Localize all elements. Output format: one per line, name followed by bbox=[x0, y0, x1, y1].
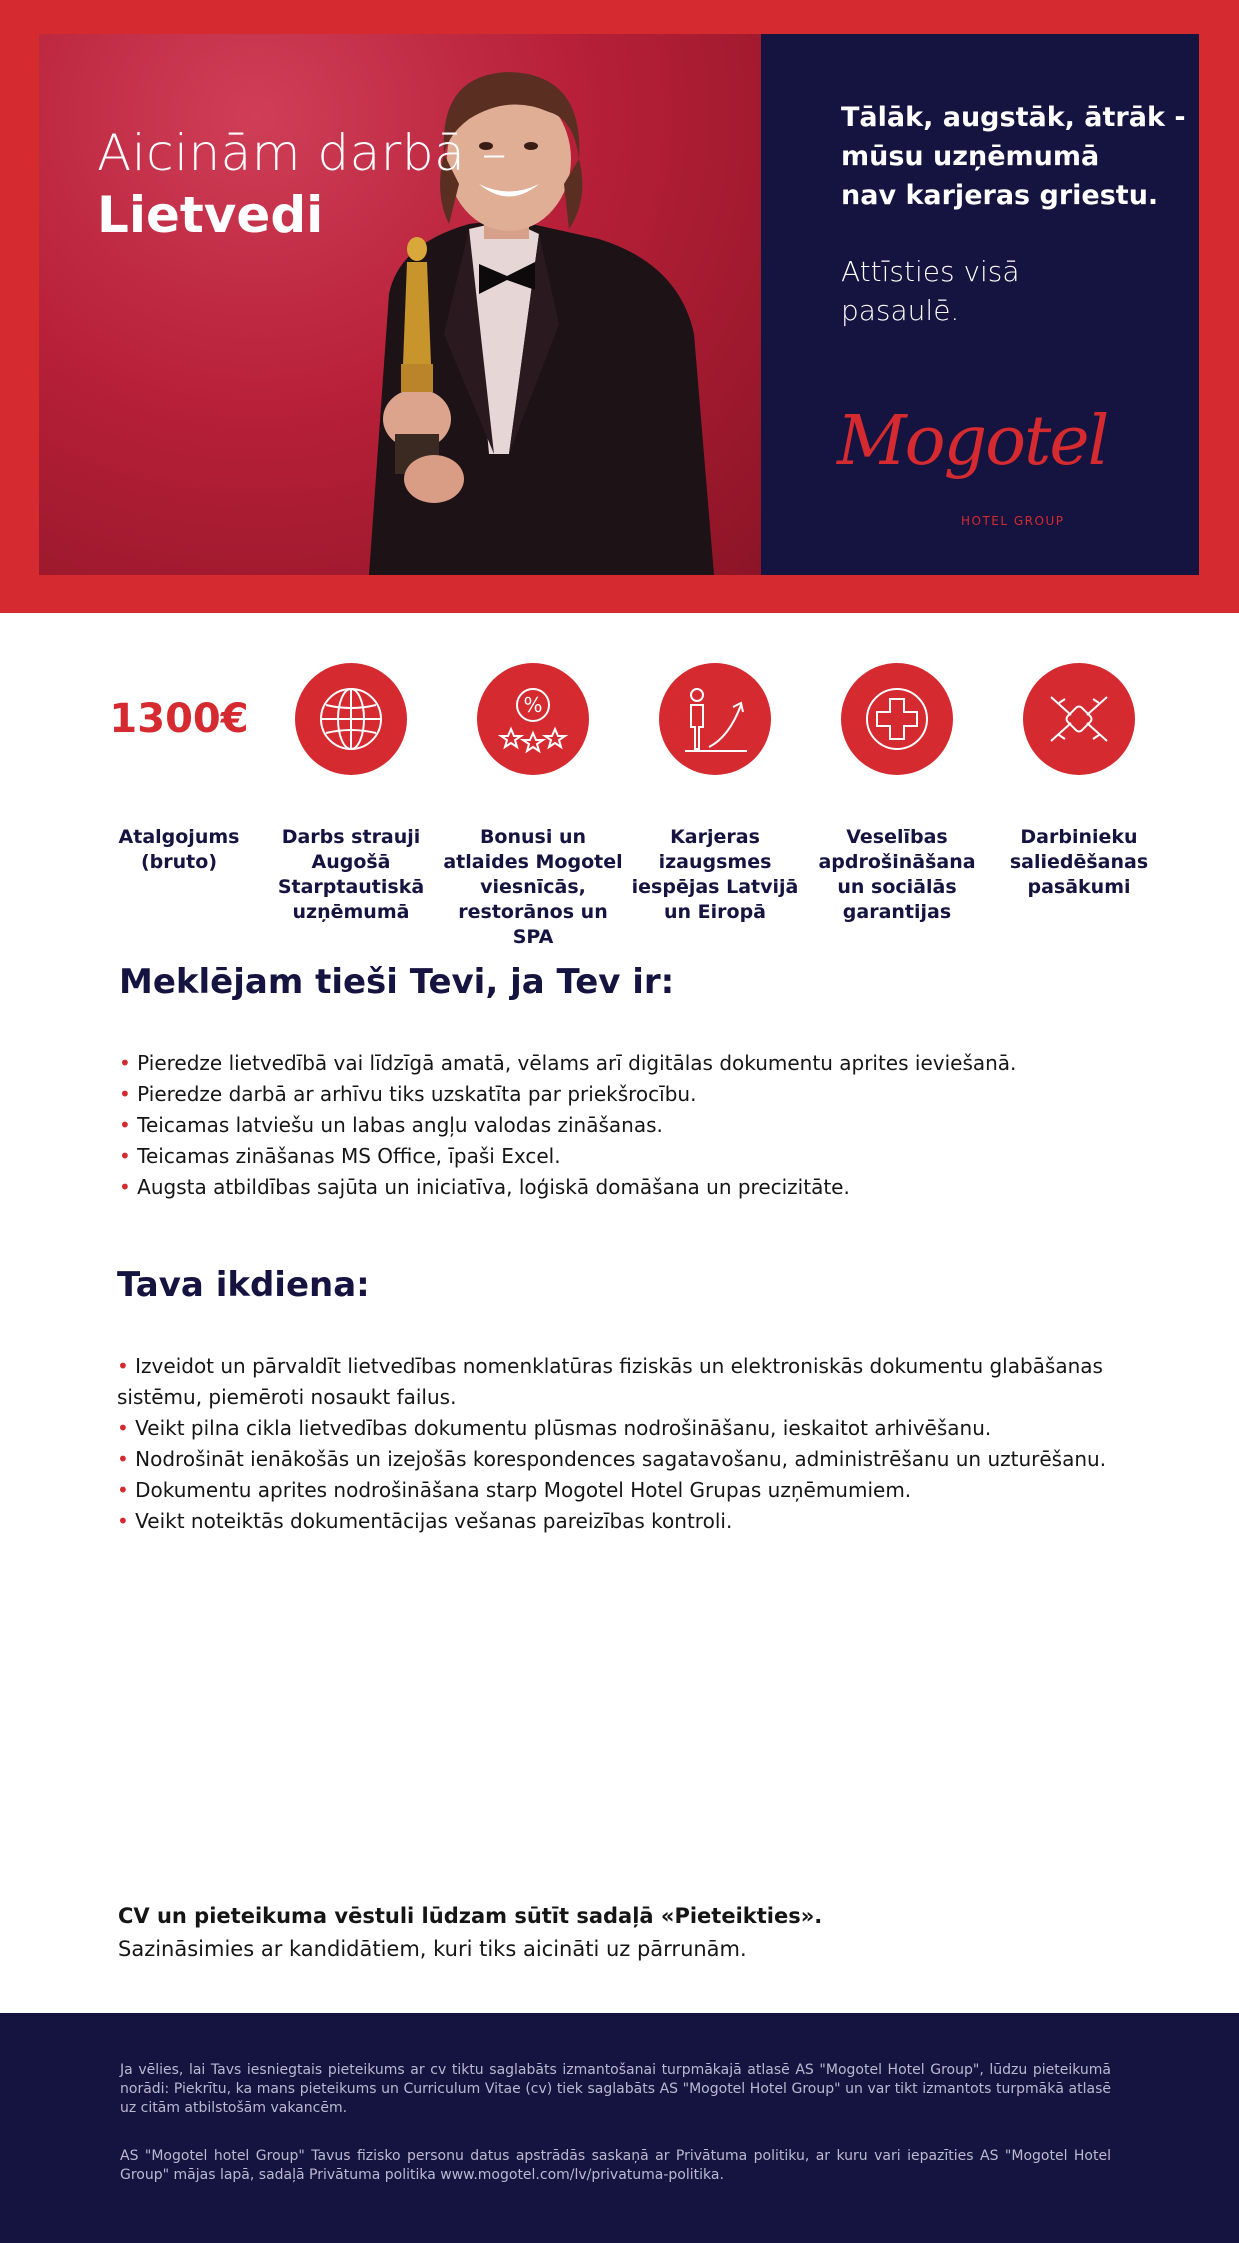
list-item: • Pieredze lietvedībā vai līdzīgā amatā, vēlams arī digitālas dokumentu aprites ieviešanā. bbox=[119, 1048, 1139, 1079]
hero-slogan-panel bbox=[761, 34, 1199, 575]
benefit-label: Darbinieku saliedēšanas pasākumi bbox=[1009, 826, 1149, 898]
slogan-line: Tālāk, augstāk, ātrāk - bbox=[841, 102, 1186, 133]
list-item: • Veikt noteiktās dokumentācijas vešanas pareizības kontroli. bbox=[117, 1506, 1107, 1537]
application-instructions bbox=[118, 1900, 822, 1966]
hero-heading-bold: Lietvedi bbox=[97, 186, 324, 244]
benefit-label: Darbs strauji Augošā Starptautiskā uzņēmumā bbox=[277, 826, 425, 923]
list-item: • Izveidot un pārvaldīt lietvedības nomenklatūras fiziskās un elektroniskās dokumentu glabāšanas sistēmu, piemēroti nosaukt failus. bbox=[117, 1351, 1107, 1413]
slogan-line: nav karjeras griestu. bbox=[841, 180, 1159, 211]
benefit-label: Bonusi un atlaides Mogotel viesnīcās, restorānos un SPA bbox=[443, 826, 623, 948]
duties-title: Tava ikdiena: bbox=[117, 1265, 370, 1305]
logo-subtext: HOTEL GROUP bbox=[961, 514, 1065, 528]
list-item: • Pieredze darbā ar arhīvu tiks uzskatīta par priekšrocību. bbox=[119, 1079, 1139, 1110]
list-item: • Nodrošināt ienākošās un izejošās korespondences sagatavošanu, administrēšanu un uzturēšanu. bbox=[117, 1444, 1107, 1475]
requirements-list bbox=[119, 1048, 1139, 1203]
slogan-line: mūsu uzņēmumā bbox=[841, 141, 1100, 172]
logo-wordmark: Mogotel bbox=[837, 402, 1108, 481]
benefits-row bbox=[0, 613, 1239, 948]
list-item: • Teicamas zināšanas MS Office, īpaši Excel. bbox=[119, 1141, 1139, 1172]
footer-privacy-text: AS "Mogotel hotel Group" Tavus fizisko personu datus apstrādās saskaņā ar Privātuma politiku, ar kuru vari iepazīties AS "Mogotel Hotel Group" mājas lapā, sadaļā Privātuma politika www.mogotel.com/lv/privatuma-politika. bbox=[120, 2148, 1111, 2183]
benefit-salary bbox=[88, 663, 270, 875]
benefit-label: Karjeras izaugsmes iespējas Latvijā un Eiropā bbox=[631, 826, 799, 923]
hero-banner bbox=[0, 0, 1239, 613]
man-with-trophy-illustration bbox=[39, 34, 761, 575]
benefit-career bbox=[624, 663, 806, 925]
career-growth-icon bbox=[659, 663, 771, 775]
tagline bbox=[841, 252, 1020, 330]
tagline-line: pasaulē. bbox=[841, 294, 960, 327]
hero-heading bbox=[97, 122, 507, 246]
percent-stars-icon bbox=[477, 663, 589, 775]
list-item: • Augsta atbildības sajūta un iniciatīva, loģiskā domāšana un precizitāte. bbox=[119, 1172, 1139, 1203]
svg-text:%: % bbox=[523, 693, 543, 717]
benefit-label: Atalgojums (bruto) bbox=[118, 826, 240, 873]
hero-heading-light: Aicinām darbā – bbox=[97, 124, 508, 182]
footer bbox=[0, 2013, 1239, 2243]
list-item: • Teicamas latviešu un labas angļu valodas zināšanas. bbox=[119, 1110, 1139, 1141]
mogotel-logo bbox=[837, 402, 1108, 528]
hero-photo bbox=[39, 34, 761, 575]
benefit-discounts bbox=[442, 663, 624, 950]
benefit-teambuilding bbox=[988, 663, 1170, 900]
list-item: • Veikt pilna cikla lietvedības dokumentu plūsmas nodrošināšanu, ieskaitot arhivēšanu. bbox=[117, 1413, 1107, 1444]
globe-icon bbox=[295, 663, 407, 775]
benefit-label: Veselības apdrošināšana un sociālās garantijas bbox=[818, 826, 976, 923]
tagline-line: Attīsties visā bbox=[841, 255, 1020, 288]
footer-consent-text: Ja vēlies, lai Tavs iesniegtais pieteikums ar cv tiktu saglabāts izmantošanai turpmākajā atlasē AS "Mogotel Hotel Group", lūdzu pieteikumā norādi: Piekrītu, ka mans pieteikums un Curriculum Vitae (cv) tiek saglabāts AS "Mogotel Hotel Group" un var tikt izmantots turpmākā atlasē uz citām atbilstošām vakancēm. bbox=[120, 2062, 1111, 2116]
requirements-title: Meklējam tieši Tevi, ja Tev ir: bbox=[119, 962, 675, 1002]
cta-normal-text: Sazināsimies ar kandidātiem, kuri tiks aicināti uz pārrunām. bbox=[118, 1937, 747, 1961]
list-item: • Dokumentu aprites nodrošināšana starp Mogotel Hotel Grupas uzņēmumiem. bbox=[117, 1475, 1107, 1506]
benefit-international bbox=[260, 663, 442, 925]
benefit-health bbox=[806, 663, 988, 925]
salary-value: 1300€ bbox=[109, 696, 249, 742]
duties-list bbox=[117, 1351, 1107, 1537]
medical-cross-icon bbox=[841, 663, 953, 775]
cta-bold-text: CV un pieteikuma vēstuli lūdzam sūtīt sadaļā «Pieteikties». bbox=[118, 1904, 823, 1928]
joined-hands-icon bbox=[1023, 663, 1135, 775]
slogan bbox=[841, 98, 1186, 215]
